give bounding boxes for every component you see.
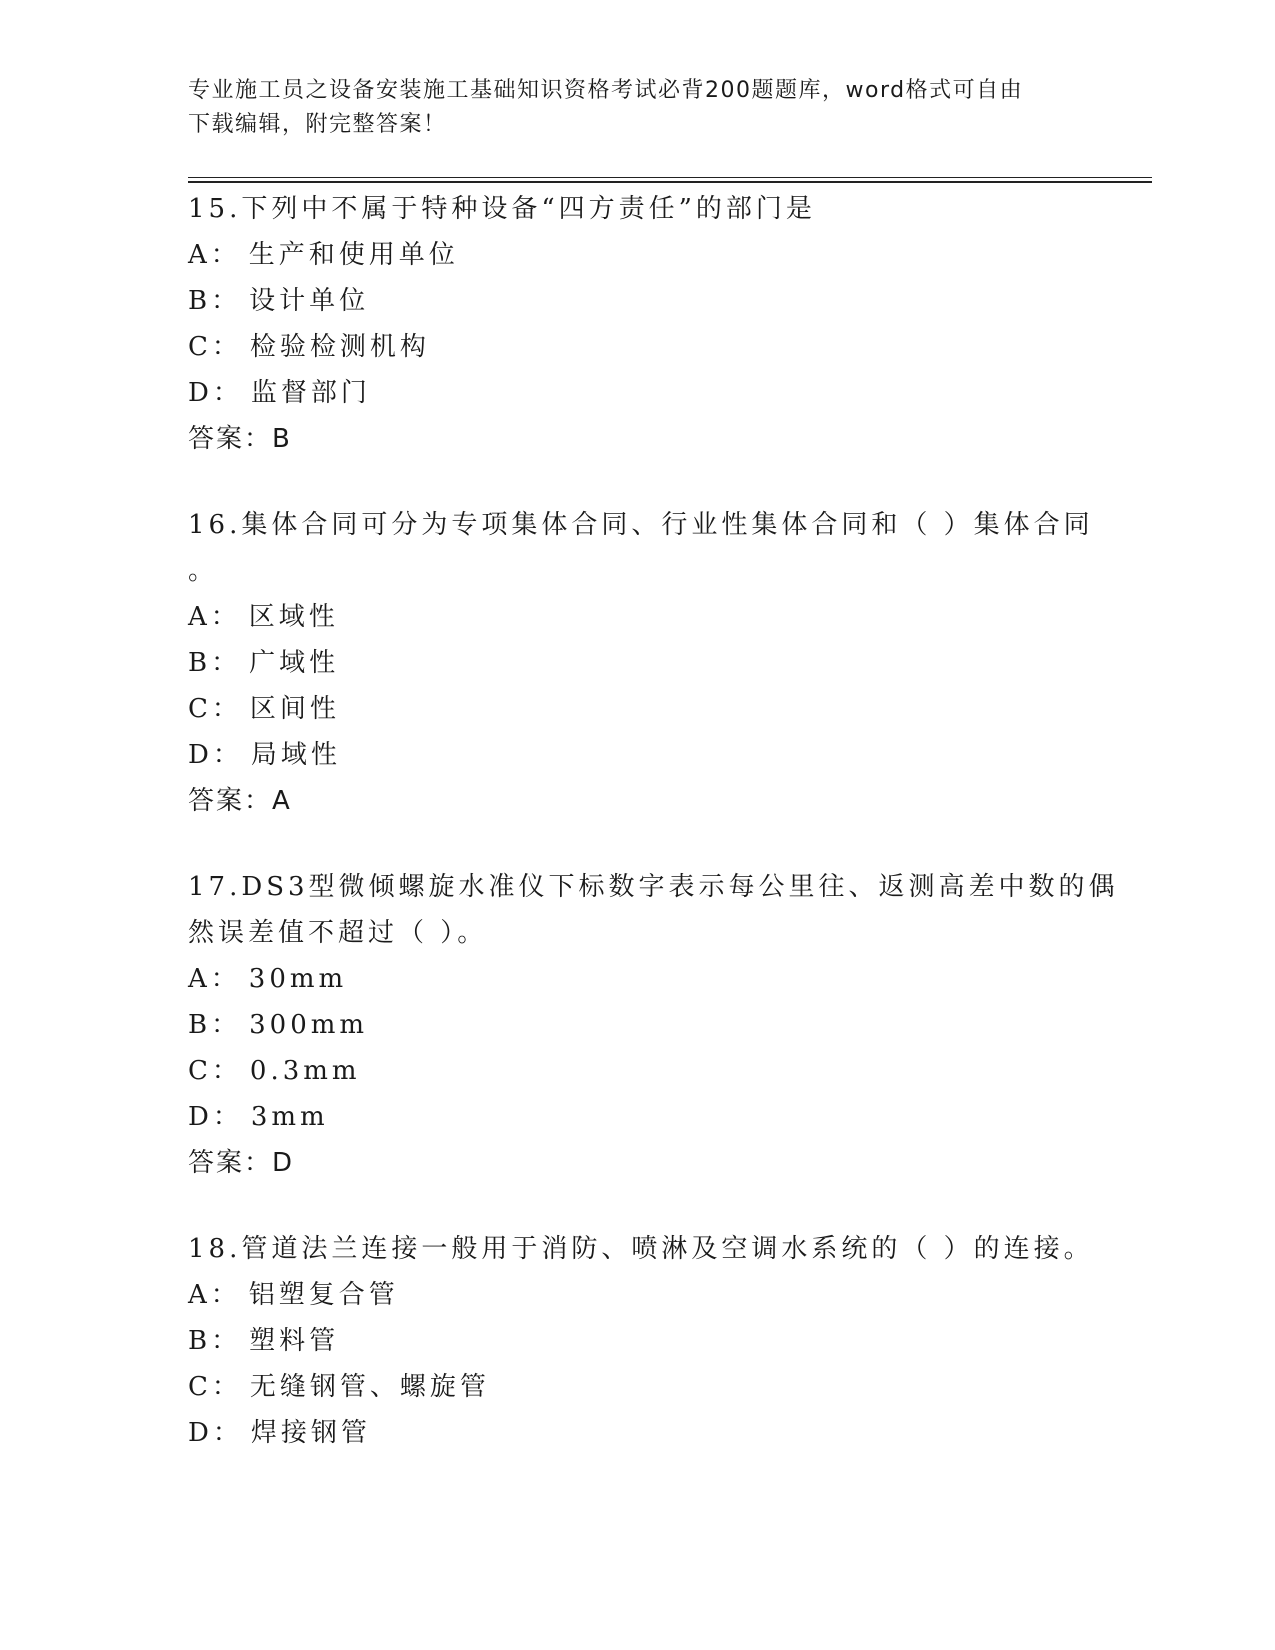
- question-stem-line-2: 。: [188, 556, 219, 586]
- option-text: 焊接钢管: [250, 1418, 371, 1448]
- header-divider-thick: [188, 181, 1152, 183]
- option-letter: C：: [188, 1056, 242, 1086]
- option-letter: A：: [188, 964, 241, 994]
- question-stem: 15.下列中不属于特种设备“四方责任”的部门是: [188, 194, 816, 224]
- option-text: 300mm: [249, 1010, 369, 1040]
- option-d: [188, 732, 1068, 778]
- option-letter: B：: [188, 1326, 242, 1356]
- option-d: [188, 1410, 1068, 1456]
- question-17: [188, 864, 1119, 1186]
- option-text: 检验检测机构: [249, 332, 430, 362]
- option-letter: D：: [188, 1102, 243, 1132]
- header-divider-thin: [188, 177, 1152, 178]
- option-letter: A：: [188, 602, 241, 632]
- option-letter: D：: [188, 378, 243, 408]
- option-b: [188, 1002, 1068, 1048]
- option-text: 区域性: [248, 602, 339, 632]
- option-c: [188, 1364, 1068, 1410]
- answer-label: 答案：A: [188, 786, 292, 816]
- question-15: [188, 186, 1068, 462]
- option-letter: B：: [188, 648, 242, 678]
- option-letter: D：: [188, 740, 243, 770]
- option-a: [188, 594, 1068, 640]
- option-text: 30mm: [248, 964, 348, 994]
- option-text: 广域性: [249, 648, 340, 678]
- question-stem: 18.管道法兰连接一般用于消防、喷淋及空调水系统的（ ）的连接。: [188, 1234, 1094, 1264]
- option-c: [188, 324, 1068, 370]
- option-d: [188, 370, 1068, 416]
- option-c: [188, 1048, 1068, 1094]
- option-b: [188, 640, 1068, 686]
- option-letter: B：: [188, 1010, 242, 1040]
- option-text: 生产和使用单位: [248, 240, 459, 270]
- answer-label: 答案：B: [188, 424, 292, 454]
- option-text: 区间性: [249, 694, 340, 724]
- option-text: 监督部门: [250, 378, 371, 408]
- option-c: [188, 686, 1068, 732]
- option-a: [188, 956, 1068, 1002]
- question-stem-line-1: 16.集体合同可分为专项集体合同、行业性集体合同和（ ）集体合同: [188, 510, 1094, 540]
- question-16: [188, 502, 1094, 824]
- header-title-line-1: 专业施工员之设备安装施工基础知识资格考试必背200题题库，word格式可自由: [188, 78, 1024, 103]
- option-text: 0.3mm: [249, 1056, 361, 1086]
- question-stem-line-1: 17.DS3型微倾螺旋水准仪下标数字表示每公里往、返测高差中数的偶: [188, 872, 1119, 902]
- question-18: [188, 1226, 1094, 1456]
- option-text: 铝塑复合管: [248, 1280, 399, 1310]
- option-text: 塑料管: [249, 1326, 340, 1356]
- option-letter: A：: [188, 240, 241, 270]
- option-letter: C：: [188, 332, 242, 362]
- option-text: 无缝钢管、螺旋管: [249, 1372, 490, 1402]
- option-letter: C：: [188, 1372, 242, 1402]
- option-b: [188, 278, 1068, 324]
- option-letter: D：: [188, 1418, 243, 1448]
- document-header: [188, 74, 1068, 142]
- header-title-line-2: 下载编辑，附完整答案！: [188, 112, 447, 137]
- option-text: 设计单位: [249, 286, 370, 316]
- option-a: [188, 232, 1068, 278]
- option-letter: C：: [188, 694, 242, 724]
- answer-label: 答案：D: [188, 1148, 295, 1178]
- option-letter: A：: [188, 1280, 241, 1310]
- option-d: [188, 1094, 1068, 1140]
- option-letter: B：: [188, 286, 242, 316]
- option-b: [188, 1318, 1068, 1364]
- question-stem-line-2: 然误差值不超过（ ）。: [188, 918, 488, 948]
- option-text: 局域性: [250, 740, 341, 770]
- option-a: [188, 1272, 1068, 1318]
- option-text: 3mm: [250, 1102, 329, 1132]
